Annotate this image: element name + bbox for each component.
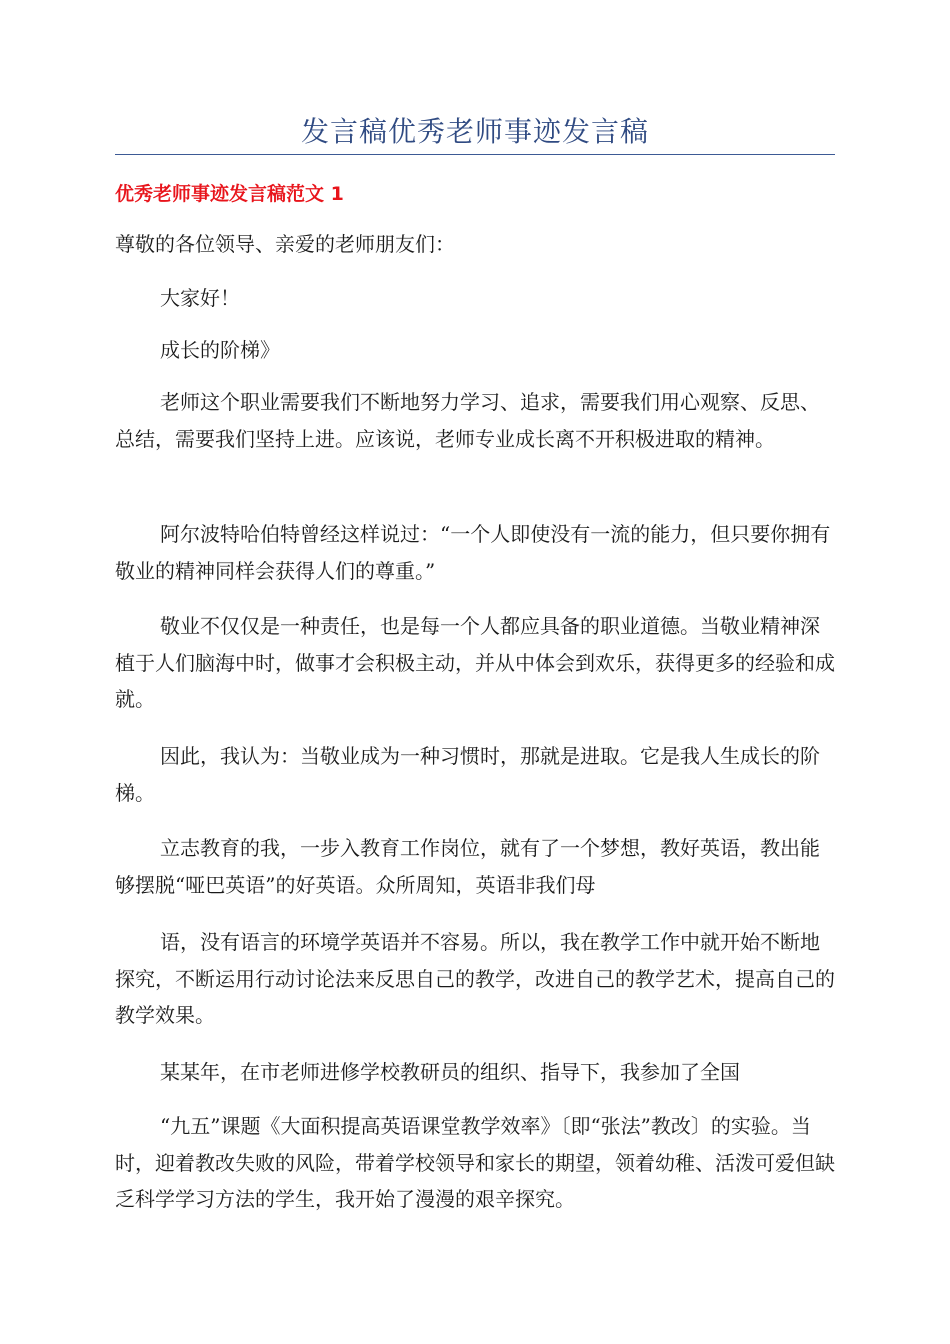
paragraph-7: 某某年，在市老师进修学校教研员的组织、指导下，我参加了全国 — [160, 1060, 740, 1084]
paragraph-subtitle: 成长的阶梯》 — [160, 338, 280, 362]
paragraph-3: 敬业不仅仅是一种责任，也是每一个人都应具备的职业道德。当敬业精神深植于人们脑海中时，做事才会积极主动，并从中体会到欢乐，获得更多的经验和成就。 — [115, 614, 835, 711]
paragraph-salutation: 尊敬的各位领导、亲爱的老师朋友们： — [115, 232, 455, 256]
paragraph-4: 因此，我认为：当敬业成为一种习惯时，那就是进取。它是我人生成长的阶梯。 — [115, 744, 820, 805]
paragraph-5: 立志教育的我，一步入教育工作岗位，就有了一个梦想，教好英语，教出能够摆脱“哑巴英语”的好英语。众所周知，英语非我们母 — [115, 836, 820, 897]
paragraph-greeting: 大家好！ — [160, 286, 240, 310]
paragraph-2: 阿尔波特哈伯特曾经这样说过：“一个人即使没有一流的能力，但只要你拥有敬业的精神同样会获得人们的尊重。” — [115, 522, 831, 583]
section-heading: 优秀老师事迹发言稿范文 1 — [115, 183, 344, 205]
paragraph-1: 老师这个职业需要我们不断地努力学习、追求，需要我们用心观察、反思、总结，需要我们坚持上进。应该说，老师专业成长离不开积极进取的精神。 — [115, 390, 820, 451]
paragraph-8: “九五”课题《大面积提高英语课堂教学效率》〔即“张法”教改〕的实验。当时，迎着教改失败的风险，带着学校领导和家长的期望，领着幼稚、活泼可爱但缺乏科学学习方法的学生，我开始了漫漫的艰辛探究。 — [115, 1114, 835, 1211]
title-underline — [115, 154, 835, 155]
paragraph-6: 语，没有语言的环境学英语并不容易。所以，我在教学工作中就开始不断地探究，不断运用行动讨论法来反思自己的教学，改进自己的教学艺术，提高自己的教学效果。 — [115, 930, 835, 1027]
document-title: 发言稿优秀老师事迹发言稿 — [300, 115, 649, 148]
